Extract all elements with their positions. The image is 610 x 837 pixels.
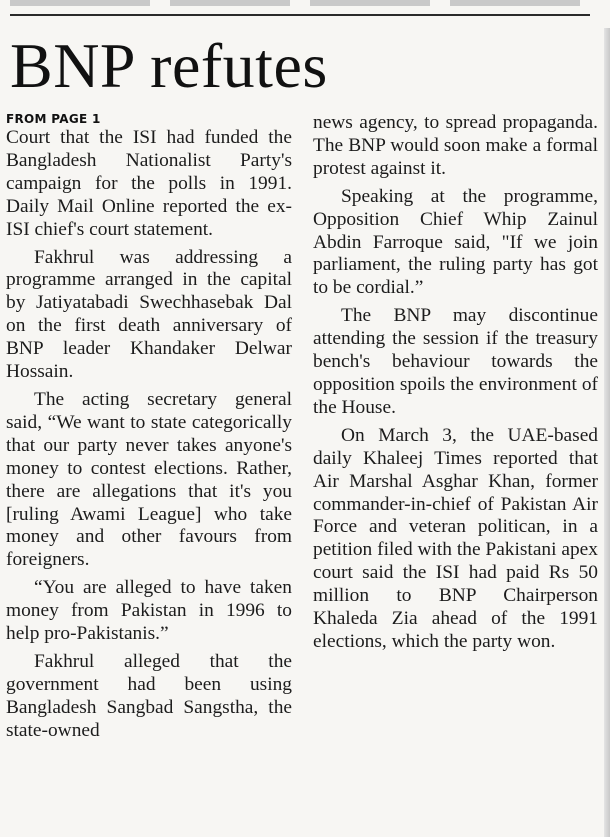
- paragraph: “You are alleged to have taken money from Pakistan in 1996 to help pro-Pakistanis.”: [6, 577, 292, 645]
- paragraph: Fakhrul was addressing a programme arranged in the capital by Jatiyatabadi Swechhasebak Dal on the first death anniversary of BNP leader Khandaker Delwar Hossain.: [6, 246, 292, 383]
- continuation-kicker: FROM PAGE 1: [6, 112, 101, 126]
- paragraph: Court that the ISI had funded the Bangladesh Nationalist Party's campaign for the polls in 1991. Daily Mail Online reported the ex-ISI chief's court statement.: [6, 127, 292, 240]
- paragraph: Fakhrul alleged that the government had been using Bangladesh Sangbad Sangstha, the state-owned: [6, 650, 292, 741]
- paragraph: On March 3, the UAE-based daily Khaleej Times reported that Air Marshal Asghar Khan, former commander-in-chief of Pakistan Air Force and veteran politican, in a petition filed with the Pakistani apex court said the ISI had paid Rs 50 million to BNP Chairperson Khaleda Zia ahead of the 1991 elections, which the party won.: [313, 424, 598, 652]
- paragraph: news agency, to spread propaganda. The BNP would soon make a formal protest against it.: [313, 112, 598, 179]
- paragraph: The acting secretary general said, “We want to state categorically that our party never takes anyone's money to contest elections. Rather, there are allegations that it's you [ruling Awami League] who take money and other favours from foreigners.: [6, 388, 292, 571]
- paragraph: The BNP may discontinue attending the session if the treasury bench's behaviour towards the opposition spoils the environment of the House.: [313, 305, 598, 418]
- article-column-left: [6, 112, 292, 748]
- article-headline: BNP refutes: [10, 30, 328, 101]
- top-rule: [10, 14, 590, 16]
- page-edge-shadow: [604, 28, 610, 837]
- paragraph: Speaking at the programme, Opposition Chief Whip Zainul Abdin Farroque said, "If we join parliament, the ruling party has got to be cordial.”: [313, 185, 598, 299]
- article-column-right: [313, 112, 598, 659]
- cropped-previous-article-edge: [0, 0, 610, 20]
